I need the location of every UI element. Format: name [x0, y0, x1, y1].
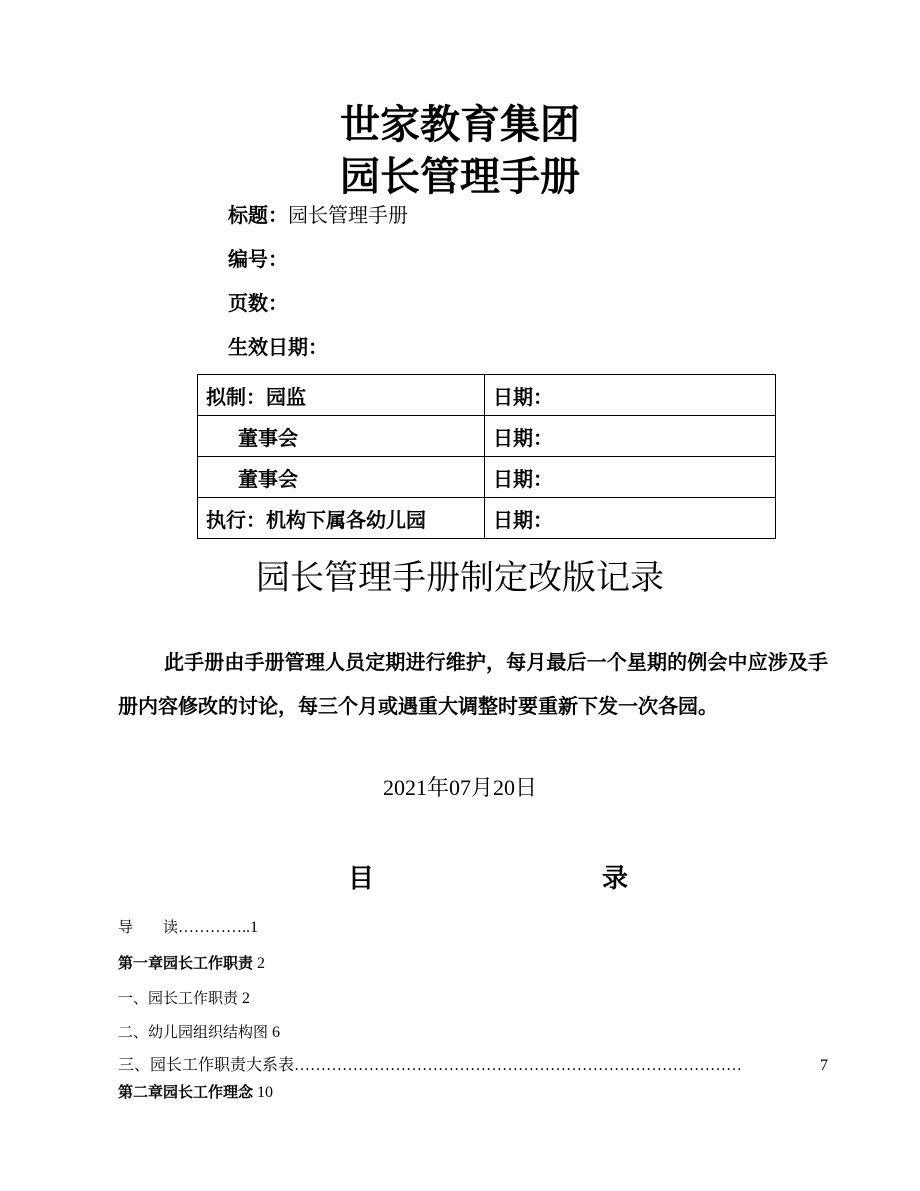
revision-date: 2021年07月20日	[382, 775, 537, 800]
toc-item-label: 三、园长工作职责大系表	[118, 1057, 295, 1074]
toc-item-label: 二、幼儿园组织结构图	[118, 1023, 269, 1041]
revision-record-title: 园长管理手册制定改版记录	[256, 558, 664, 598]
toc-item-intro[interactable]	[118, 917, 258, 938]
toc-item-label: 导 读	[118, 918, 179, 936]
meta-effective-date-label: 生效日期：	[228, 335, 328, 359]
toc-item-chapter2[interactable]	[118, 1082, 273, 1103]
toc-item-leader: …………………………………………………………………………	[294, 1057, 743, 1074]
approval-date-label: 日期：	[485, 498, 776, 539]
approval-date-label: 日期：	[485, 416, 776, 457]
toc-item-page: 10	[257, 1084, 274, 1101]
toc-item-chapter1[interactable]	[118, 953, 265, 974]
toc-item-label: 第二章园长工作理念	[118, 1083, 254, 1101]
approval-date-label: 日期：	[485, 457, 776, 498]
approval-drafted-by: 拟制：园监	[198, 375, 485, 416]
toc-item-section3[interactable]	[118, 1056, 828, 1076]
approval-executed-by: 执行：机构下属各幼儿园	[198, 498, 485, 539]
approval-board-2: 董事会	[198, 457, 485, 498]
toc-item-page: 6	[272, 1024, 281, 1041]
meta-pages-label: 页数：	[228, 291, 288, 315]
approval-date-label: 日期：	[485, 375, 776, 416]
toc-heading-left: 目	[348, 864, 375, 894]
toc-item-leader: …………..	[178, 919, 251, 936]
approval-table	[197, 374, 776, 539]
table-row	[198, 375, 776, 416]
table-row	[198, 498, 776, 539]
toc-heading-right: 录	[602, 864, 629, 894]
meta-title-value: 园长管理手册	[288, 203, 408, 227]
toc-item-label: 一、园长工作职责	[118, 989, 239, 1007]
document-title-line1: 世家教育集团	[340, 102, 580, 148]
toc-item-page: 2	[242, 990, 251, 1007]
toc-item-section2[interactable]	[118, 1022, 280, 1043]
meta-title-label: 标题：	[228, 203, 288, 227]
toc-item-section1[interactable]	[118, 988, 250, 1009]
meta-title-row	[228, 202, 408, 228]
toc-item-page: 7	[820, 1057, 828, 1074]
toc-item-page: 1	[250, 919, 259, 936]
meta-number-label: 编号：	[228, 247, 288, 271]
table-row	[198, 416, 776, 457]
toc-item-label: 第一章园长工作职责	[118, 954, 254, 972]
revision-paragraph: 此手册由手册管理人员定期进行维护，每月最后一个星期的例会中应涉及手册内容修改的讨论，每三个月或遇重大调整时要重新下发一次各园。	[118, 650, 828, 718]
approval-board-1: 董事会	[198, 416, 485, 457]
table-row	[198, 457, 776, 498]
toc-item-page: 2	[257, 955, 266, 972]
document-title-line2: 园长管理手册	[340, 154, 580, 200]
